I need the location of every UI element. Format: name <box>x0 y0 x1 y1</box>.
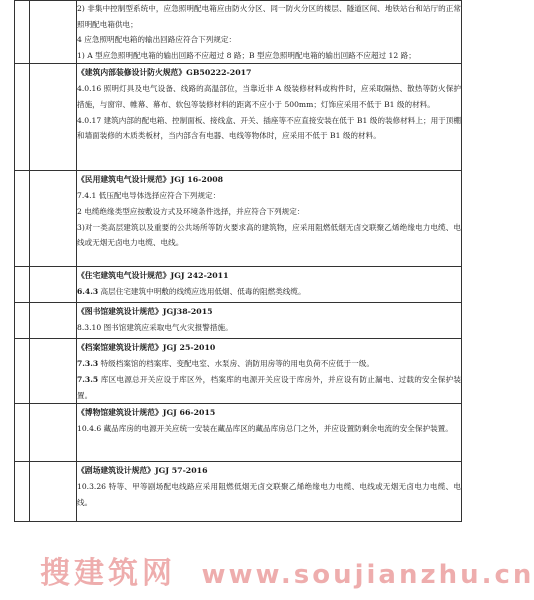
clause-text <box>77 188 461 204</box>
standard-title: 《档案馆建筑设计规范》JGJ 25-2010 <box>77 343 216 353</box>
blank-cell <box>30 171 77 267</box>
clause-text <box>77 320 461 336</box>
clause-text <box>77 356 461 372</box>
clause-body: 特级档案馆的档案库、变配电室、水泵房、消防用房等的用电负荷不应低于一级。 <box>98 359 374 369</box>
clause-body: 4.0.16 照明灯具及电气设备、线路的高温部位，当靠近非 A 级装修材料或构件时，应采取隔热、散热等防火保护措施，与窗帘、帷幕、幕布、软包等装修材料的距离不应小于 500mm；灯饰应采用不低于 B1 级的材料。 <box>77 84 461 109</box>
watermark-cn: 搜建筑网 <box>40 556 176 591</box>
blank-cell <box>30 303 77 339</box>
blank-cell <box>15 303 30 339</box>
blank-cell <box>30 462 77 522</box>
clause-body: 4.0.17 建筑内部的配电箱、控制面板、接线盒、开关、插座等不应直接安装在低于 B1 级的装修材料上；用于顶棚和墙面装修的木质类板材，当内部含有电器、电线等物体时，应采用不低于 B1 级的材料。 <box>77 115 461 141</box>
section-row <box>15 462 462 522</box>
watermark <box>40 548 534 591</box>
content-cell <box>77 267 462 303</box>
clause-text <box>77 81 461 112</box>
clause-body: 4 应急照明配电箱的输出回路应符合下列规定： <box>77 35 237 45</box>
clause-body: 库区电源总开关应设于库区外，档案库的电源开关应设于库房外，并应设有防止漏电、过载的安全保护装置。 <box>77 374 461 400</box>
section-row <box>15 404 462 462</box>
blank-cell <box>15 1 30 64</box>
section-row <box>15 1 462 64</box>
section-row <box>15 64 462 171</box>
blank-cell <box>15 404 30 462</box>
standard-title: 《博物馆建筑设计规范》JGJ 66-2015 <box>77 408 216 418</box>
content-cell <box>77 462 462 522</box>
standards-table <box>14 0 462 522</box>
blank-cell <box>30 339 77 404</box>
clause-number: 7.3.5 <box>77 374 99 384</box>
blank-cell <box>15 267 30 303</box>
blank-cell <box>15 339 30 404</box>
section-row <box>15 339 462 404</box>
clause-text <box>77 220 461 251</box>
section-row <box>15 267 462 303</box>
standard-title: 《民用建筑电气设计规范》JGJ 16-2008 <box>77 175 224 185</box>
clause-text <box>77 204 461 220</box>
clause-body: 10.3.26 特等、甲等剧场配电线路应采用阻燃低烟无卤交联聚乙烯绝缘电力电缆、电线或无烟无卤电力电缆、电线。 <box>77 482 461 507</box>
section-row <box>15 303 462 339</box>
blank-cell <box>30 267 77 303</box>
clause-body: 10.4.6 藏品库房的电源开关应统一安装在藏品库区的藏品库房总门之外，并应设置防剩余电流的安全保护装置。 <box>77 424 453 434</box>
clause-body: 高层住宅建筑中明敷的线缆应选用低烟、低毒的阻燃类线缆。 <box>98 287 306 297</box>
blank-cell <box>15 462 30 522</box>
clause-text <box>77 48 461 64</box>
clause-number: 6.4.3 <box>77 287 99 297</box>
clause-text <box>77 32 461 48</box>
watermark-url: www.soujianzhu.cn <box>201 560 534 590</box>
blank-cell <box>30 404 77 462</box>
clause-body: 1) A 型应急照明配电箱的输出回路不应超过 8 路；B 型应急照明配电箱的输出回路不应超过 12 路； <box>77 50 416 60</box>
content-cell <box>77 404 462 462</box>
standard-title: 《图书馆建筑设计规范》JGJ38-2015 <box>77 307 213 317</box>
standard-title: 《剧场建筑设计规范》JGJ 57-2016 <box>77 466 208 476</box>
clause-text <box>77 113 461 144</box>
clause-text <box>77 284 461 300</box>
clause-text <box>77 1 461 32</box>
clause-body: 3)对一类高层建筑以及重要的公共场所等防火要求高的建筑物，应采用阻燃低烟无卤交联聚乙烯绝缘电力电缆、电线或无烟无卤电力电缆、电线。 <box>77 222 461 248</box>
clause-body: 7.4.1 低压配电导体选择应符合下列规定： <box>77 191 221 201</box>
blank-cell <box>15 64 30 171</box>
clause-body: 8.3.10 图书馆建筑应采取电气火灾报警措施。 <box>77 323 233 333</box>
clause-body: 2) 非集中控制型系统中，应急照明配电箱应由防火分区、同一防火分区的楼层、隧道区间、地铁站台和站厅的正常照明配电箱供电； <box>77 4 461 29</box>
blank-cell <box>30 1 77 64</box>
blank-cell <box>30 64 77 171</box>
content-cell <box>77 171 462 267</box>
content-cell <box>77 1 462 64</box>
clause-body: 2 电缆绝缘类型应按敷设方式及环境条件选择，并应符合下列规定： <box>77 206 305 216</box>
standard-title: 《住宅建筑电气设计规范》JGJ 242-2011 <box>77 271 229 281</box>
content-cell <box>77 64 462 171</box>
blank-cell <box>15 171 30 267</box>
section-row <box>15 171 462 267</box>
content-cell <box>77 303 462 339</box>
clause-text <box>77 372 461 403</box>
content-cell <box>77 339 462 404</box>
clause-text <box>77 479 461 510</box>
standard-title: 《建筑内部装修设计防火规范》GB50222-2017 <box>77 68 252 78</box>
clause-number: 7.3.3 <box>77 359 99 369</box>
clause-text <box>77 421 461 437</box>
